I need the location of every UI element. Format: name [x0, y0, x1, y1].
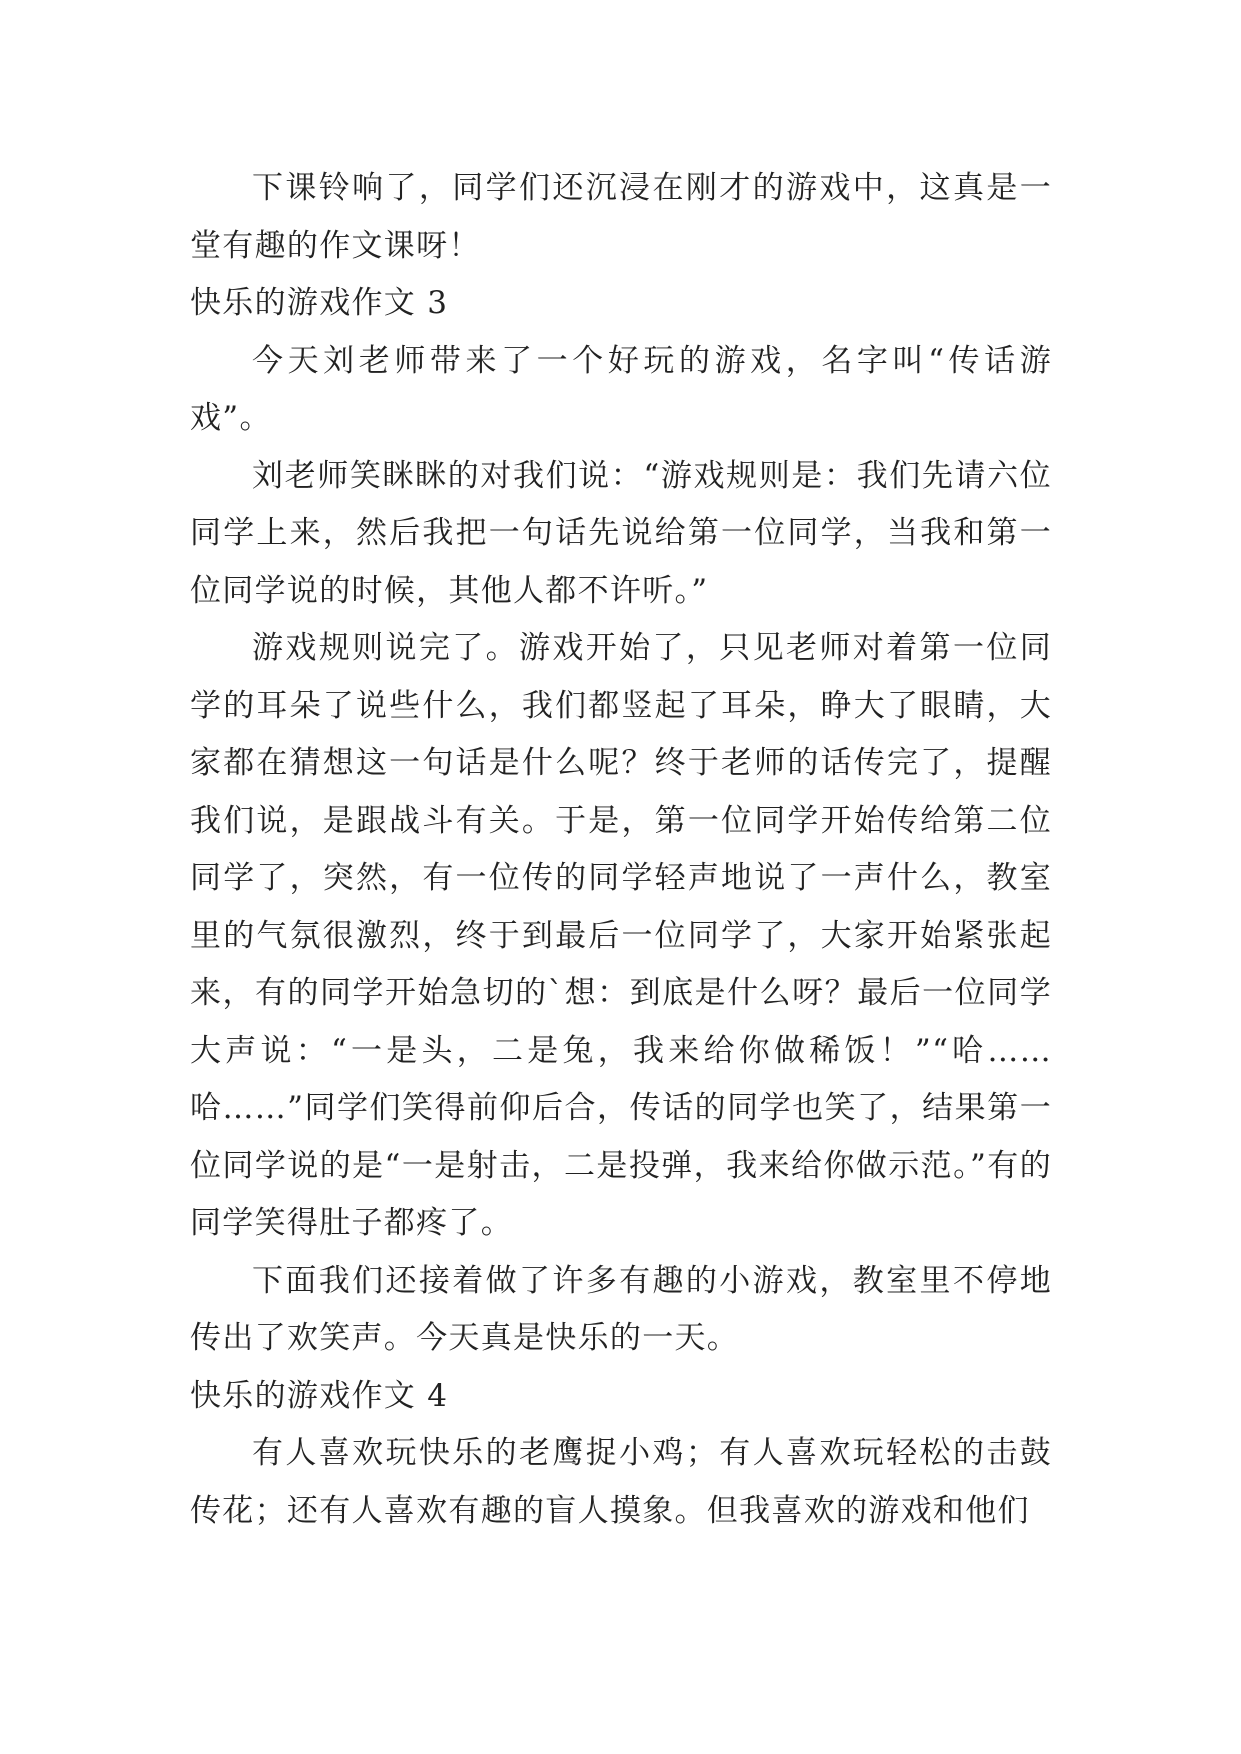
paragraph-class-ending: 下课铃响了，同学们还沉浸在刚才的游戏中，这真是一堂有趣的作文课呀！ — [190, 170, 1052, 264]
paragraph-game-intro: 今天刘老师带来了一个好玩的游戏，名字叫“传话游戏”。 — [190, 342, 1052, 436]
paragraph-game-play: 游戏规则说完了。游戏开始了，只见老师对着第一位同学的耳朵了说些什么，我们都竖起了耳朵，睁大了眼睛，大家都在猜想这一句话是什么呢？终于老师的话传完了，提醒我们说，是跟战斗有关。于是，第一位同学开始传给第二位同学了，突然，有一位传的同学轻声地说了一声什么，教室里的气氛很激烈，终于到最后一位同学了，大家开始紧张起来，有的同学开始急切的`想：到底是什么呀？最后一位同学大声说：“一是头，二是兔，我来给你做稀饭！”“哈……哈……”同学们笑得前仰后合，传话的同学也笑了，结果第一位同学说的是“一是射击，二是投弹，我来给你做示范。”有的同学笑得肚子都疼了。 — [190, 630, 1052, 1241]
paragraph-essay-4-opening: 有人喜欢玩快乐的老鹰捉小鸡；有人喜欢玩轻松的击鼓传花；还有人喜欢有趣的盲人摸象。但我喜欢的游戏和他们 — [190, 1435, 1052, 1529]
paragraph-game-rules: 刘老师笑眯眯的对我们说：“游戏规则是：我们先请六位同学上来，然后我把一句话先说给第一位同学，当我和第一位同学说的时候，其他人都不许听。” — [190, 457, 1052, 609]
essay-4-title: 快乐的游戏作文 4 — [190, 1377, 449, 1414]
document-page — [190, 160, 1052, 1540]
paragraph-essay-3-ending: 下面我们还接着做了许多有趣的小游戏，教室里不停地传出了欢笑声。今天真是快乐的一天。 — [190, 1262, 1052, 1356]
essay-3-title: 快乐的游戏作文 3 — [190, 285, 449, 321]
